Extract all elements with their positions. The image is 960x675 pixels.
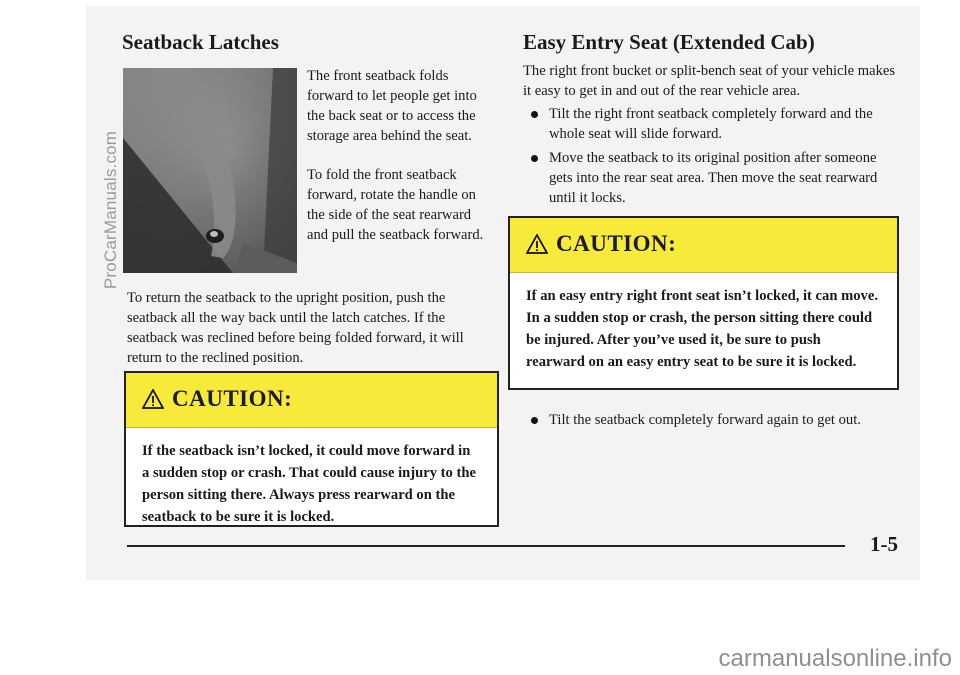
bottom-watermark: carmanualsonline.info: [718, 645, 952, 672]
side-watermark: ProCarManuals.com: [101, 130, 120, 290]
bullet-icon: [531, 155, 538, 162]
return-instructions-text: To return the seatback to the upright position, push the seatback all the way back until the latch catches. If the seatback was reclined before being folded forward, it will return to the reclined position.: [127, 290, 464, 366]
easy-entry-caution-box: [508, 216, 899, 390]
fold-intro-text: The front seatback folds forward to let people get into the back seat or to access the storage area behind the seat.: [307, 68, 477, 144]
warning-triangle-icon: [526, 234, 548, 254]
list-item: [523, 410, 903, 430]
list-item: [523, 148, 903, 208]
seatback-caution-box: [124, 371, 499, 527]
list-item-text: Tilt the seatback completely forward again to get out.: [549, 412, 861, 428]
bullet-icon: [531, 111, 538, 118]
seatback-latches-heading: Seatback Latches: [122, 30, 279, 54]
caution-text: If an easy entry right front seat isn’t locked, it can move. In a sudden stop or crash, the person sitting there could be injured. After you’ve used it, be sure to push rearward on an easy entry seat to be sure it is locked.: [526, 288, 878, 370]
footer-rule: [127, 545, 845, 547]
caution-title: CAUTION:: [172, 386, 293, 411]
caution-header: [510, 218, 897, 273]
caution-title: CAUTION:: [556, 231, 677, 256]
list-item-text: Tilt the right front seatback completely forward and the whole seat will slide forward.: [549, 106, 873, 142]
list-item: [523, 104, 903, 144]
easy-entry-intro-text: The right front bucket or split-bench seat of your vehicle makes it easy to get in and out of the rear vehicle area.: [523, 63, 896, 99]
page-number: 1-5: [870, 532, 898, 556]
easy-entry-heading: Easy Entry Seat (Extended Cab): [523, 30, 815, 54]
caution-text: If the seatback isn’t locked, it could move forward in a sudden stop or crash. That could cause injury to the person sitting there. Always press rearward on the seatback to be sure it is locked.: [142, 443, 476, 525]
fold-instructions-text: To fold the front seatback forward, rotate the handle on the side of the seat rearward and pull the seatback forward.: [307, 167, 484, 243]
warning-triangle-icon: [142, 389, 164, 409]
bullet-icon: [531, 417, 538, 424]
caution-header: [126, 373, 497, 428]
list-item-text: Move the seatback to its original position after someone gets into the rear seat area. Then move the seat rearward until it locks.: [549, 150, 878, 206]
seatback-latch-photo: [123, 68, 297, 273]
